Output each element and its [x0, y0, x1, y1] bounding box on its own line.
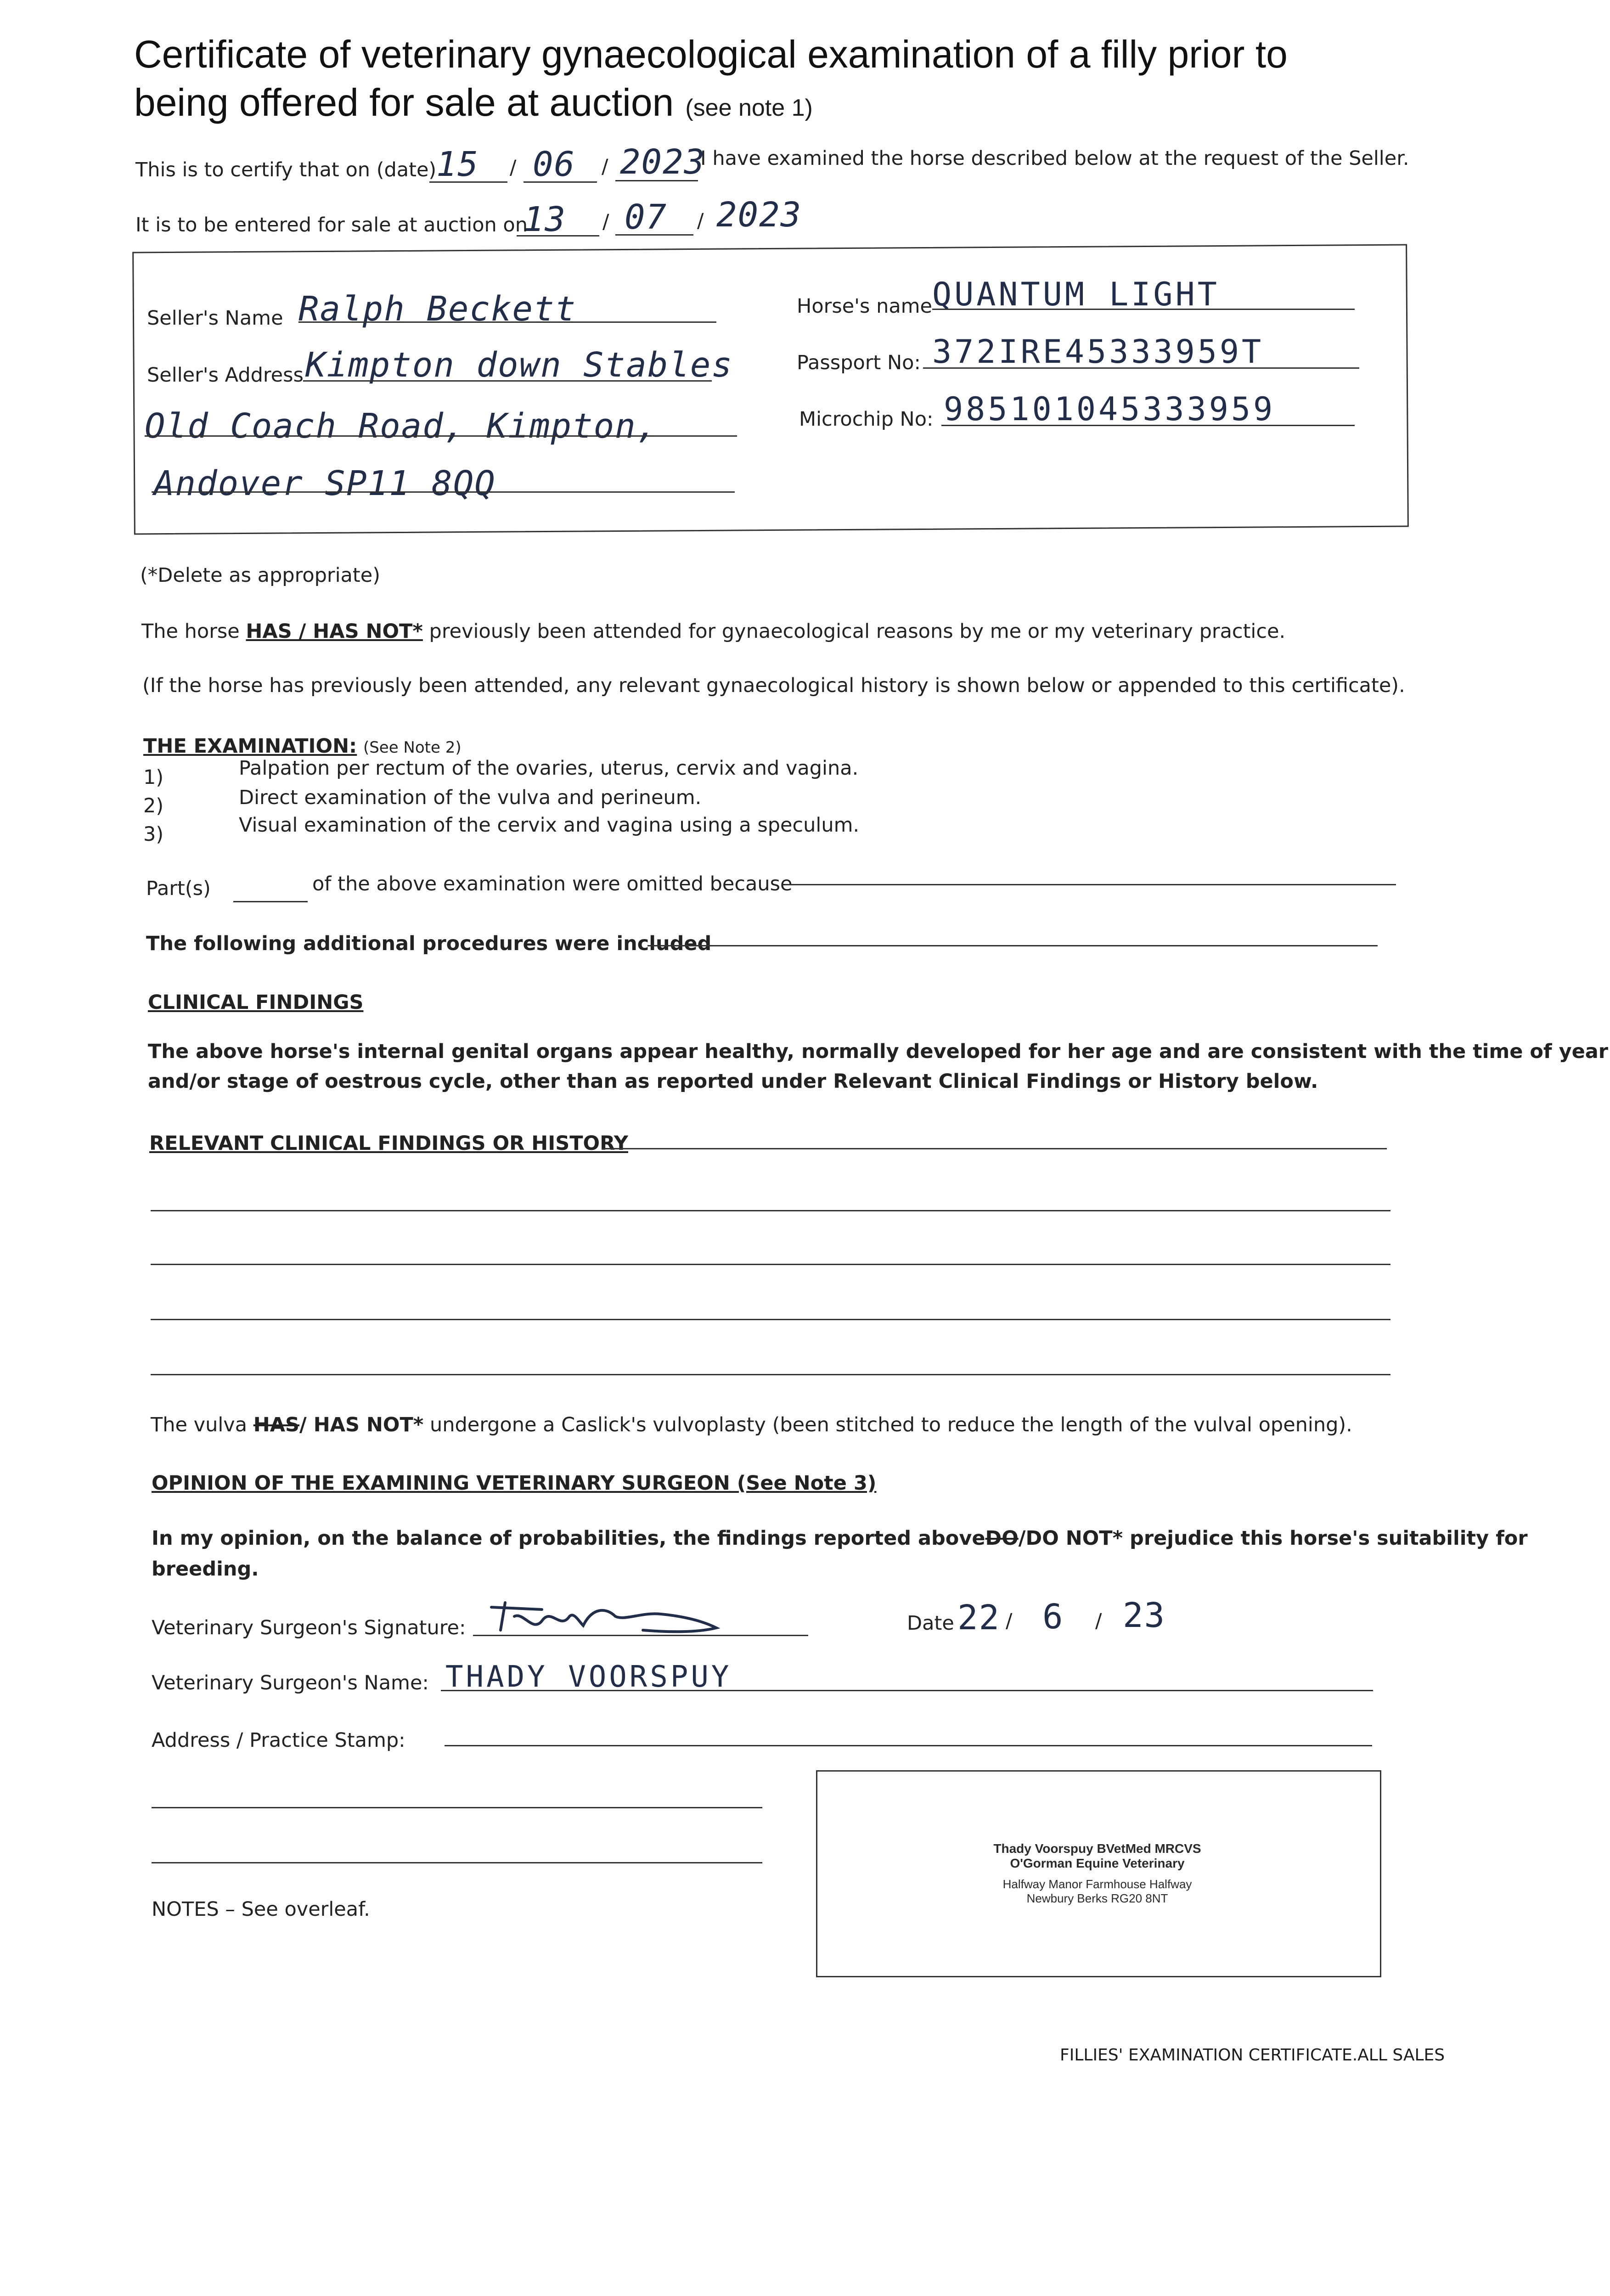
relevant-line-4: [151, 1319, 1390, 1320]
sig-date-sep-1: /: [1006, 1609, 1013, 1632]
horse-name-value: QUANTUM LIGHT: [932, 276, 1220, 313]
opinion-line1: [152, 1527, 1528, 1550]
title-note: (see note 1): [685, 95, 813, 121]
microchip-label: Microchip No:: [799, 408, 934, 431]
examination-heading-note: (See Note 2): [363, 738, 462, 757]
stamp-line-2: O'Gorman Equine Veterinary: [1010, 1856, 1185, 1870]
examination-heading-wrap: [143, 735, 462, 758]
seller-address-label: Seller's Address: [147, 364, 304, 387]
seller-name-value: Ralph Beckett: [298, 289, 577, 329]
vulva-choice: / HAS NOT*: [299, 1413, 424, 1436]
seller-address-line2-rule: [145, 435, 737, 437]
sig-date-label: Date: [907, 1612, 954, 1635]
auction-year: 2023: [716, 195, 802, 235]
address-line-3: [152, 1862, 762, 1863]
stamp-line-1: Thady Voorspuy BVetMed MRCVS: [993, 1841, 1201, 1856]
title-line-1: Certificate of veterinary gynaecological examination of a filly prior to: [134, 33, 1288, 76]
seller-address-line1-rule: [303, 380, 712, 382]
relevant-line-2: [151, 1210, 1390, 1211]
certify-month-line: [524, 181, 597, 183]
opinion-line2: breeding.: [152, 1558, 259, 1581]
omitted-middle: of the above examination were omitted because: [312, 872, 793, 895]
opinion-line1-struck: DO: [985, 1527, 1019, 1550]
examination-heading: THE EXAMINATION:: [143, 735, 357, 758]
vulva-struck: HAS: [253, 1413, 300, 1436]
opinion-heading: OPINION OF THE EXAMINING VETERINARY SURGEON (See Note 3): [152, 1472, 877, 1495]
title-line-2: being offered for sale at auction: [134, 81, 674, 124]
passport-value: 372IRE45333959T: [932, 333, 1264, 371]
seller-address-line3: Andover SP11 8QQ: [154, 464, 496, 503]
address-line-2: [152, 1807, 762, 1808]
exam-item-3-text: Visual examination of the cervix and vagina using a speculum.: [239, 814, 860, 837]
title-line-2-wrap: [134, 80, 813, 125]
seller-address-line1: Kimpton down Stables: [305, 345, 733, 385]
horse-name-line: [932, 309, 1355, 310]
horse-name-label: Horse's name: [797, 295, 933, 318]
exam-item-1-num: 1): [143, 766, 164, 789]
vet-name-label: Veterinary Surgeon's Name:: [152, 1671, 429, 1694]
exam-item-2-text: Direct examination of the vulva and perineum.: [239, 786, 702, 809]
certify-month: 06: [533, 145, 576, 184]
relevant-heading: RELEVANT CLINICAL FINDINGS OR HISTORY: [149, 1132, 628, 1155]
auction-month: 07: [625, 197, 668, 237]
certify-sep-1: /: [510, 156, 517, 179]
exam-item-3-num: 3): [143, 823, 164, 846]
vulva-prefix: The vulva: [151, 1413, 248, 1436]
attended-suffix: previously been attended for gynaecological reasons by me or my veterinary practice.: [429, 620, 1286, 643]
opinion-line1-suffix: /DO NOT* prejudice this horse's suitability for: [1018, 1527, 1528, 1550]
stamp-line-3: Halfway Manor Farmhouse Halfway: [1002, 1877, 1192, 1891]
practice-stamp: [816, 1841, 1379, 1906]
microchip-line: [941, 425, 1355, 426]
certify-day: 15: [436, 145, 479, 184]
attended-line: [141, 620, 1285, 643]
vet-name-value: THADY VOORSPUY: [445, 1660, 732, 1694]
relevant-line-5: [151, 1374, 1390, 1375]
omitted-prefix: Part(s): [146, 877, 211, 900]
certify-prefix: This is to certify that on (date): [135, 158, 437, 181]
vulva-line: [151, 1413, 1352, 1436]
sig-date-year: 23: [1123, 1596, 1166, 1635]
vet-name-line: [441, 1690, 1373, 1691]
signature-line: [473, 1635, 808, 1636]
omitted-reason-line: [785, 884, 1396, 885]
footer-label: FILLIES' EXAMINATION CERTIFICATE.ALL SALES: [1060, 2046, 1445, 2065]
relevant-line-1: [602, 1148, 1387, 1149]
seller-name-line: [298, 321, 716, 323]
auction-sep-1: /: [602, 210, 609, 233]
stamp-line-4: Newbury Berks RG20 8NT: [1026, 1891, 1168, 1905]
attended-choice: HAS / HAS NOT*: [246, 620, 423, 643]
auction-month-line: [615, 234, 693, 236]
exam-item-2-num: 2): [143, 794, 164, 817]
microchip-value: 985101045333959: [944, 390, 1276, 428]
certify-suffix: I have examined the horse described below at the request of the Seller.: [700, 147, 1409, 170]
additional-label: The following additional procedures were included: [146, 932, 712, 955]
address-line-1: [445, 1745, 1372, 1746]
clinical-heading: CLINICAL FINDINGS: [148, 991, 364, 1014]
seller-name-label: Seller's Name: [147, 307, 283, 330]
attended-prefix: The horse: [141, 620, 240, 643]
sig-date-day: 22: [957, 1598, 1001, 1638]
certify-day-line: [429, 181, 507, 183]
auction-sep-2: /: [697, 209, 704, 232]
seller-address-line2: Old Coach Road, Kimpton,: [145, 406, 658, 446]
delete-note: (*Delete as appropriate): [140, 564, 380, 587]
passport-label: Passport No:: [797, 351, 921, 374]
signature-label: Veterinary Surgeon's Signature:: [152, 1616, 466, 1639]
sig-date-sep-2: /: [1095, 1609, 1102, 1632]
clinical-statement-2: and/or stage of oestrous cycle, other than as reported under Relevant Clinical Findings or History below.: [148, 1070, 1318, 1093]
seller-address-line3-rule: [152, 491, 735, 493]
opinion-line1-prefix: In my opinion, on the balance of probabilities, the findings reported above: [152, 1527, 985, 1550]
auction-day: 13: [524, 200, 567, 239]
certify-year: 2023: [620, 142, 706, 182]
certify-sep-2: /: [602, 155, 608, 178]
clinical-statement-1: The above horse's internal genital organs appear healthy, normally developed for her age and are consistent with the time of year: [148, 1040, 1608, 1063]
sig-date-month: 6: [1042, 1597, 1064, 1637]
auction-day-line: [517, 235, 599, 236]
auction-prefix: It is to be entered for sale at auction on: [135, 214, 528, 236]
address-stamp-label: Address / Practice Stamp:: [152, 1729, 405, 1752]
exam-item-1-text: Palpation per rectum of the ovaries, uterus, cervix and vagina.: [239, 757, 859, 780]
history-note: (If the horse has previously been attended, any relevant gynaecological history is shown below or appended to this certificate).: [142, 674, 1405, 697]
vulva-suffix: undergone a Caslick's vulvoplasty (been stitched to reduce the length of the vulval opening).: [429, 1413, 1352, 1436]
omitted-parts-line: [233, 901, 308, 902]
notes-label: NOTES – See overleaf.: [152, 1898, 370, 1921]
passport-line: [923, 367, 1359, 369]
certify-year-line: [615, 180, 698, 181]
relevant-line-3: [151, 1264, 1390, 1265]
additional-line: [647, 945, 1378, 946]
